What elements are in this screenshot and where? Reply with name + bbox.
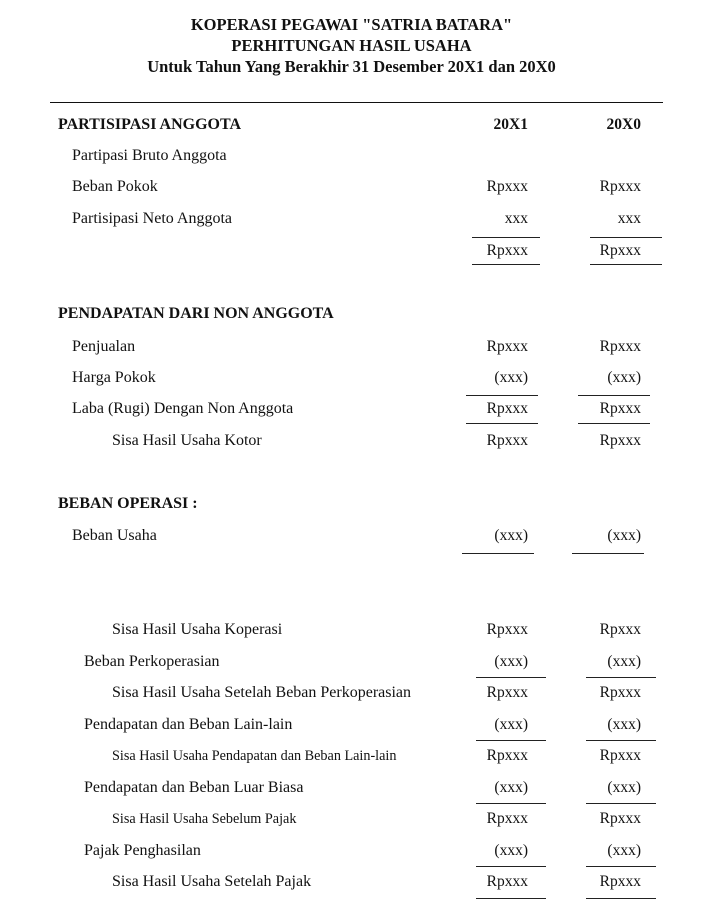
underline (476, 866, 546, 867)
value-20x1: Rpxxx (486, 873, 528, 890)
row-penjualan (0, 336, 703, 358)
row-shu-kotor (0, 430, 703, 452)
section-header-beban-operasi (0, 493, 703, 515)
value-20x0: Rpxxx (599, 432, 641, 449)
value-20x0: (xxx) (607, 842, 641, 859)
underline (476, 677, 546, 678)
row-label: Sisa Hasil Usaha Koperasi (112, 621, 283, 638)
row-label: Sisa Hasil Usaha Setelah Pajak (112, 873, 312, 890)
value-20x0: xxx (617, 210, 641, 227)
underline (586, 803, 656, 804)
value-20x0: Rpxxx (599, 338, 641, 355)
value-20x1: Rpxxx (486, 338, 528, 355)
row-shu-setelah-perkoperasian (0, 682, 703, 704)
value-20x0: Rpxxx (599, 178, 641, 195)
value-20x0: Rpxxx (599, 242, 641, 259)
value-20x1: (xxx) (494, 779, 528, 796)
value-20x0: Rpxxx (599, 684, 641, 701)
value-20x0: (xxx) (607, 716, 641, 733)
underline (586, 740, 656, 741)
underline (578, 395, 650, 396)
row-pajak-penghasilan (0, 840, 703, 862)
underline (586, 866, 656, 867)
report-header (0, 14, 703, 77)
value-20x1: (xxx) (494, 842, 528, 859)
row-laba-non-anggota (0, 398, 703, 420)
underline (476, 898, 546, 899)
row-pendapatan-beban-luar-biasa (0, 777, 703, 799)
row-label: Harga Pokok (72, 369, 156, 386)
row-beban-usaha (0, 525, 703, 547)
underline (472, 237, 540, 238)
underline (572, 553, 644, 554)
value-20x1: (xxx) (494, 527, 528, 544)
value-20x1: Rpxxx (486, 747, 528, 764)
row-harga-pokok (0, 367, 703, 389)
column-header-20x1: 20X1 (493, 116, 528, 133)
underline (476, 740, 546, 741)
section-header-partisipasi (0, 114, 703, 136)
row-partisipasi-total (0, 240, 703, 262)
section-title: PARTISIPASI ANGGOTA (58, 116, 242, 133)
value-20x1: (xxx) (494, 369, 528, 386)
value-20x1: xxx (504, 210, 528, 227)
report-period: Untuk Tahun Yang Berakhir 31 Desember 20X1 dan 20X0 (147, 57, 556, 76)
value-20x0: Rpxxx (599, 873, 641, 890)
underline (586, 677, 656, 678)
value-20x1: (xxx) (494, 716, 528, 733)
row-beban-pokok (0, 176, 703, 198)
row-partisipasi-neto (0, 208, 703, 230)
row-shu-koperasi (0, 619, 703, 641)
underline (472, 264, 540, 265)
row-beban-perkoperasian (0, 651, 703, 673)
row-label: Beban Usaha (72, 527, 157, 544)
row-label: Pajak Penghasilan (84, 842, 201, 859)
value-20x1: Rpxxx (486, 810, 528, 827)
value-20x1: Rpxxx (486, 400, 528, 417)
row-shu-setelah-pajak (0, 871, 703, 893)
underline (590, 264, 662, 265)
row-label: Partisipasi Neto Anggota (72, 210, 232, 227)
value-20x0: Rpxxx (599, 810, 641, 827)
value-20x0: Rpxxx (599, 747, 641, 764)
row-partisipasi-bruto (0, 145, 703, 167)
value-20x0: Rpxxx (599, 621, 641, 638)
row-pendapatan-beban-lain (0, 714, 703, 736)
value-20x0: Rpxxx (599, 400, 641, 417)
value-20x1: Rpxxx (486, 684, 528, 701)
value-20x0: (xxx) (607, 653, 641, 670)
underline (590, 237, 662, 238)
value-20x0: (xxx) (607, 779, 641, 796)
row-label: Beban Pokok (72, 178, 158, 195)
row-label: Partipasi Bruto Anggota (72, 147, 227, 164)
underline (586, 898, 656, 899)
underline (466, 423, 538, 424)
row-label: Pendapatan dan Beban Luar Biasa (84, 779, 304, 796)
underline (462, 553, 534, 554)
row-label: Penjualan (72, 338, 136, 355)
row-shu-sebelum-pajak (0, 808, 703, 830)
underline (578, 423, 650, 424)
value-20x1: (xxx) (494, 653, 528, 670)
row-label: Sisa Hasil Usaha Pendapatan dan Beban Lain-lain (112, 748, 397, 764)
company-name: KOPERASI PEGAWAI "SATRIA BATARA" (190, 15, 513, 34)
section-title: BEBAN OPERASI : (58, 495, 198, 512)
underline (476, 803, 546, 804)
value-20x0: (xxx) (607, 369, 641, 386)
value-20x1: Rpxxx (486, 621, 528, 638)
value-20x0: (xxx) (607, 527, 641, 544)
row-label: Beban Perkoperasian (84, 653, 220, 670)
value-20x1: Rpxxx (486, 242, 528, 259)
section-title: PENDAPATAN DARI NON ANGGOTA (58, 305, 334, 322)
row-label: Sisa Hasil Usaha Sebelum Pajak (112, 811, 297, 827)
row-label: Pendapatan dan Beban Lain-lain (84, 716, 293, 733)
header-divider (50, 102, 663, 103)
report-title: PERHITUNGAN HASIL USAHA (231, 36, 472, 55)
row-shu-lain-lain (0, 745, 703, 767)
value-20x1: Rpxxx (486, 432, 528, 449)
column-header-20x0: 20X0 (606, 116, 641, 133)
row-label: Sisa Hasil Usaha Kotor (112, 432, 262, 449)
underline (466, 395, 538, 396)
row-label: Laba (Rugi) Dengan Non Anggota (72, 400, 294, 417)
value-20x1: Rpxxx (486, 178, 528, 195)
section-header-non-anggota (0, 303, 703, 325)
row-label: Sisa Hasil Usaha Setelah Beban Perkoperasian (112, 684, 412, 701)
